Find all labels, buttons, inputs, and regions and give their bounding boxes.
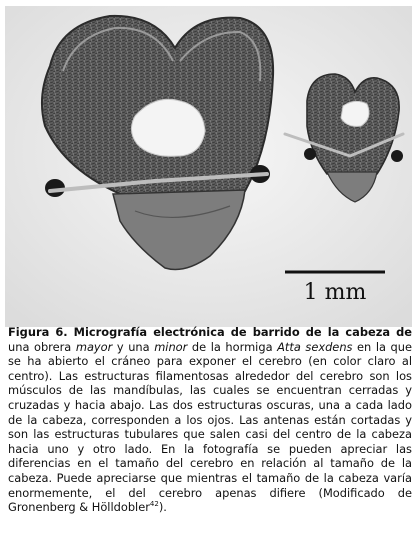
- caption-species: Atta sexdens: [277, 339, 353, 354]
- minor-left-eye: [304, 148, 316, 160]
- caption-segment: ).: [158, 500, 167, 515]
- scale-bar-label: 1 mm: [303, 280, 367, 305]
- sem-micrograph: [5, 6, 412, 327]
- minor-right-eye: [391, 150, 403, 162]
- caption-segment: de la hormiga: [187, 339, 278, 354]
- caption-term-minor: minor: [154, 339, 188, 354]
- caption-lead: Figura 6. Micrografía electrónica de barrido de la cabeza de: [8, 325, 412, 339]
- minor-brain: [341, 101, 369, 126]
- caption-term-mayor: mayor: [75, 339, 113, 354]
- caption-segment: y una: [112, 339, 155, 354]
- figure-caption: [8, 325, 412, 515]
- micrograph-figure: [5, 6, 412, 327]
- caption-segment: en la que se ha abierto el cráneo para exponer el cerebro (en color claro al centro). Las estructuras filamentosas alrededor del cerebro son los músculos de las mandíbulas, las cuales se encuentran cerradas y cruzadas y hacia abajo. Las dos estructuras oscuras, una a cada lado de la cabeza, corresponden a los ojos. Las antenas están cortadas y son las estructuras tubulares que salen casi del centro de la cabeza hacia uno y otro lado. En la fotografía se pueden apreciar las diferencias en el tamaño del cerebro en relación al tamaño de la cabeza. Puede apreciarse que mientras el tamaño de la cabeza varía enormemente, el del cerebro apenas difiere (Modificado de Gronenberg & Hölldobler: [8, 339, 412, 515]
- caption-reference: 42: [149, 500, 159, 509]
- caption-segment: una obrera: [8, 339, 76, 354]
